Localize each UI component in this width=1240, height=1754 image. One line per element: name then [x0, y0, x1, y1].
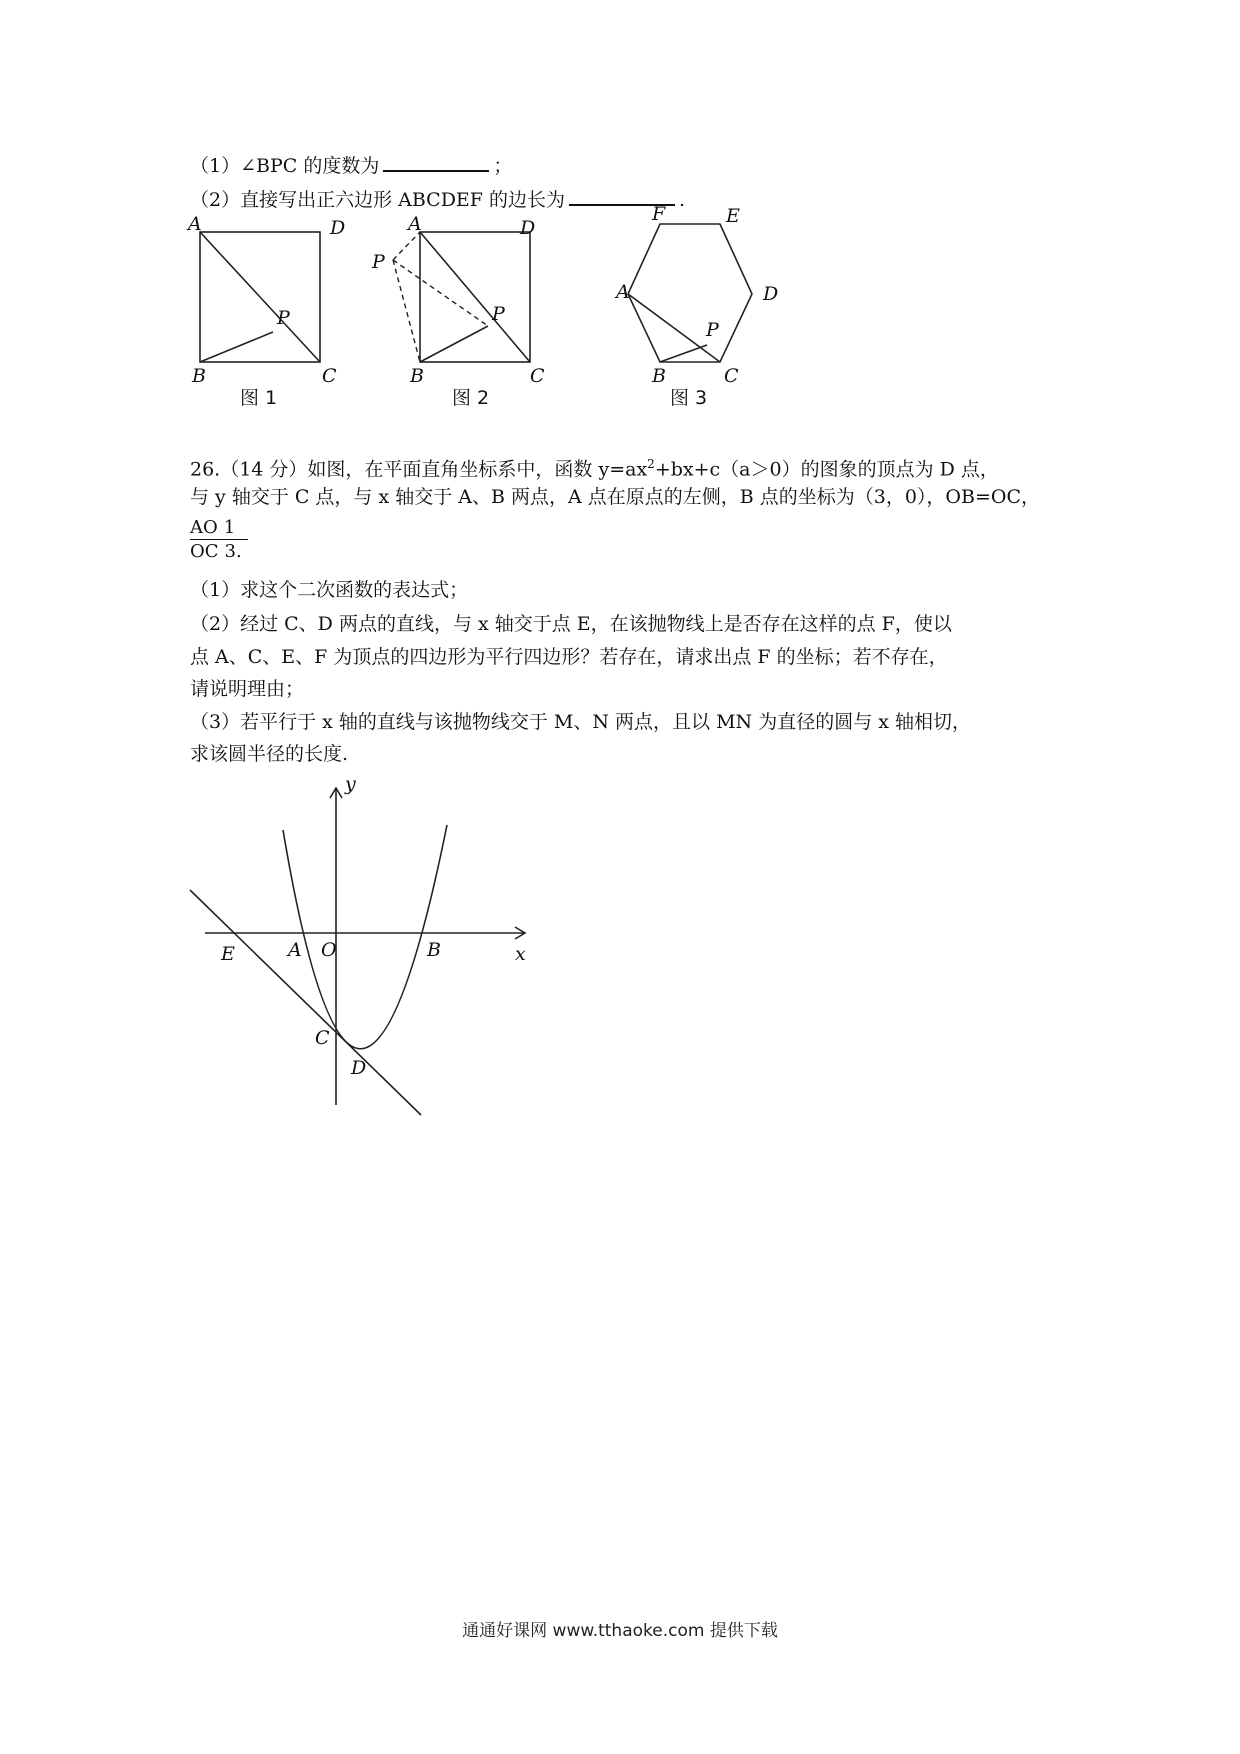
q26-stem-line1-a: 26.（14 分）如图，在平面直角坐标系中，函数 y=ax — [190, 458, 648, 481]
fig2-dashed-ap — [393, 232, 420, 260]
fig3-label-a: A — [616, 281, 630, 303]
fig2-label-d: D — [520, 217, 536, 239]
fig2-segment-bp — [420, 326, 488, 362]
fig3-label-d: D — [763, 283, 779, 305]
q26-frac-end: . — [235, 541, 242, 562]
fig3-label-f: F — [652, 203, 666, 225]
q25-part2-suffix: . — [679, 189, 686, 211]
fig3-hexagon — [628, 224, 752, 362]
q26-fraction-bar — [190, 539, 248, 540]
q26-stem-line1 — [190, 452, 999, 481]
fig2-diagonal-ac — [420, 232, 530, 362]
q25-part1 — [190, 152, 512, 178]
parabola — [283, 825, 447, 1049]
q25-part1-suffix: ； — [493, 155, 513, 177]
fig1-diagonal-ac — [200, 232, 320, 362]
q25-part2 — [190, 186, 685, 212]
q26-part3-line2: 求该圆半径的长度. — [190, 743, 349, 765]
q26-frac-den-left: OC — [190, 541, 219, 562]
graph-label-c: C — [315, 1027, 330, 1049]
q25-figures — [180, 203, 820, 422]
q26-stem-line2: 与 y 轴交于 C 点，与 x 轴交于 A、B 两点，A 点在原点的左侧，B 点的坐标为（3，0），OB=OC， — [190, 486, 1041, 508]
q26-part2-line2: 点 A、C、E、F 为顶点的四边形为平行四边形？若存在，请求出点 F 的坐标；若不存在， — [190, 646, 948, 668]
page-footer: 通通好课网 www.tthaoke.com 提供下载 — [462, 1621, 778, 1641]
line-cd — [190, 890, 421, 1115]
fig2-label-c: C — [530, 365, 545, 387]
fig3-label-e: E — [726, 205, 740, 227]
q26-ratio-equation — [190, 517, 242, 563]
fig3-label-b: B — [652, 365, 666, 387]
q26-part3-line1: （3）若平行于 x 轴的直线与该抛物线交于 M、N 两点，且以 MN 为直径的圆与 x 轴相切， — [190, 711, 971, 733]
fig1-label-c: C — [322, 365, 337, 387]
graph-label-d: D — [351, 1057, 367, 1079]
q26-stem-line1-b: +bx+c（a＞0）的图象的顶点为 D 点， — [654, 458, 999, 481]
fig1-segment-bp — [200, 332, 273, 362]
fig1-label-p: P — [277, 307, 290, 329]
fig3-label-p: P — [706, 319, 719, 341]
fig3-segment-bp — [660, 345, 707, 362]
q25-part1-blank[interactable] — [383, 152, 489, 172]
q26-part1: （1）求这个二次函数的表达式； — [190, 579, 469, 601]
fig2-label-a: A — [408, 213, 422, 235]
fig2-caption: 图 2 — [452, 387, 490, 409]
q25-part1-text: （1）∠BPC 的度数为 — [190, 155, 380, 177]
graph-label-e: E — [221, 943, 235, 965]
fig2-label-p-outer: P — [372, 251, 385, 273]
q26-part2-line3: 请说明理由； — [190, 678, 305, 700]
fig2-label-b: B — [410, 365, 424, 387]
q26-graph — [185, 770, 545, 1120]
fig3-label-c: C — [724, 365, 739, 387]
fig3-caption: 图 3 — [670, 387, 708, 409]
q26-frac-den-right: 3 — [224, 541, 236, 562]
graph-label-y: y — [345, 773, 356, 795]
figure-1 — [180, 212, 346, 422]
fig1-label-b: B — [192, 365, 206, 387]
graph-label-a: A — [288, 939, 302, 961]
graph-label-x: x — [515, 943, 526, 965]
figure-3 — [616, 203, 820, 422]
q26-stem-exponent: 2 — [647, 457, 655, 471]
fig2-label-p: P — [492, 303, 505, 325]
graph-label-o: O — [321, 939, 337, 961]
figure-2 — [370, 212, 550, 422]
q26-frac-num-right: 1 — [223, 517, 236, 538]
graph-label-b: B — [427, 939, 441, 961]
q25-part2-text: （2）直接写出正六边形 ABCDEF 的边长为 — [190, 189, 566, 211]
fig1-label-a: A — [188, 213, 202, 235]
q26-frac-num-left: AO — [190, 517, 218, 538]
q26-part2-line1: （2）经过 C、D 两点的直线，与 x 轴交于点 E，在该抛物线上是否存在这样的点 F，使以 — [190, 613, 952, 635]
fig1-caption: 图 1 — [240, 387, 278, 409]
fig1-label-d: D — [330, 217, 346, 239]
